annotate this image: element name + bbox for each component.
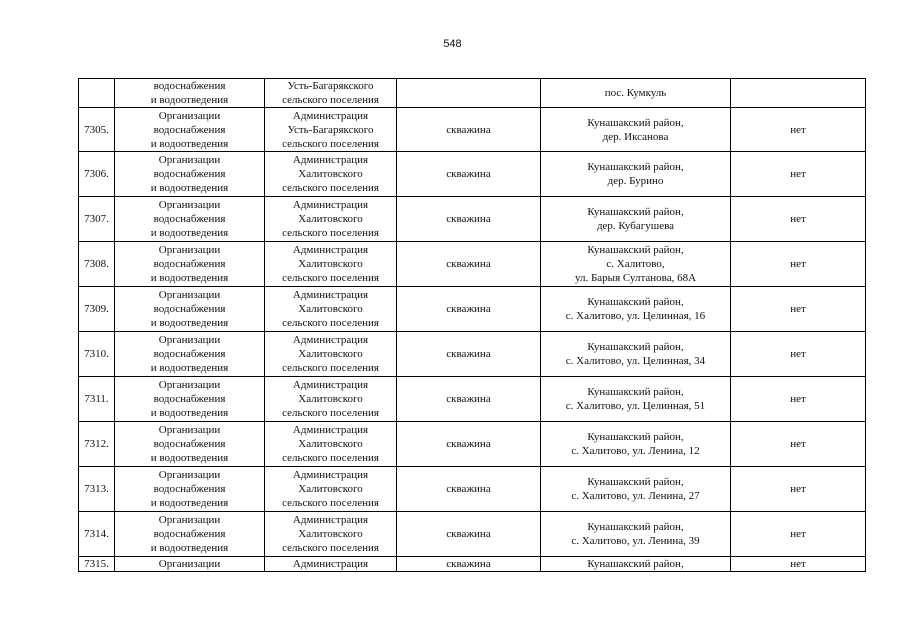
cell-line: Организации <box>158 424 221 436</box>
cell-line: Администрация <box>292 424 369 436</box>
cell-line: с. Халитово, ул. Целинная, 16 <box>565 310 706 322</box>
cell-text: скважина <box>446 348 491 360</box>
organization-cell <box>115 152 265 197</box>
organization-cell <box>115 422 265 467</box>
object-type-cell <box>397 108 541 152</box>
cell-text: скважина <box>446 168 491 180</box>
cell-line: сельского поселения <box>282 272 379 284</box>
status-cell <box>731 377 866 422</box>
cell-line: Администрация <box>292 244 369 256</box>
organization-cell <box>115 197 265 242</box>
cell-line: ул. Барыя Султанова, 68А <box>574 272 697 284</box>
organization-cell <box>115 287 265 332</box>
owner-cell <box>265 152 397 197</box>
cell-line: Кунашакский район, <box>587 386 684 398</box>
cell-line: водоснабжения <box>153 303 226 315</box>
cell-line: Администрация <box>292 154 369 166</box>
owner-cell <box>265 332 397 377</box>
address-cell <box>541 512 731 557</box>
owner-cell <box>265 377 397 422</box>
cell-text: скважина <box>446 483 491 495</box>
object-type-cell <box>397 242 541 287</box>
cell-line: водоснабжения <box>153 438 226 450</box>
cell-line: Администрация <box>292 558 369 570</box>
object-type-cell <box>397 467 541 512</box>
cell-line: и водоотведения <box>150 317 229 329</box>
cell-line: водоснабжения <box>153 348 226 360</box>
cell-text: 7313. <box>84 483 109 495</box>
cell-line: с. Халитово, ул. Целинная, 34 <box>565 355 706 367</box>
status-cell <box>731 557 866 572</box>
cell-text: скважина <box>446 303 491 315</box>
owner-cell <box>265 512 397 557</box>
address-cell <box>541 332 731 377</box>
row-number-cell <box>79 152 115 197</box>
cell-text: скважина <box>446 438 491 450</box>
cell-line: Кунашакский район, <box>587 341 684 353</box>
status-cell <box>731 287 866 332</box>
object-type-cell <box>397 152 541 197</box>
address-cell <box>541 108 731 152</box>
cell-text: 7311. <box>84 393 109 405</box>
address-cell <box>541 287 731 332</box>
organization-cell <box>115 512 265 557</box>
cell-line: Кунашакский район, <box>587 431 684 443</box>
cell-line: водоснабжения <box>153 123 226 136</box>
cell-line: Халитовского <box>298 438 363 450</box>
cell-line: Организации <box>158 558 221 570</box>
cell-line: с. Халитово, ул. Ленина, 27 <box>571 490 700 502</box>
cell-line: Администрация <box>292 379 369 391</box>
status-cell <box>731 512 866 557</box>
cell-line: водоснабжения <box>153 483 226 495</box>
cell-line: и водоотведения <box>150 407 229 419</box>
status-cell <box>731 242 866 287</box>
cell-line: сельского поселения <box>282 362 379 374</box>
cell-line: водоснабжения <box>153 168 226 180</box>
address-cell <box>541 242 731 287</box>
cell-line: Кунашакский район, <box>587 206 684 218</box>
owner-cell <box>265 422 397 467</box>
cell-line: Администрация <box>292 109 369 122</box>
address-cell <box>541 422 731 467</box>
cell-text: 7307. <box>84 213 109 225</box>
cell-line: Халитовского <box>298 258 363 270</box>
table-row <box>79 377 866 422</box>
status-cell <box>731 108 866 152</box>
status-cell <box>731 422 866 467</box>
table-row <box>79 287 866 332</box>
cell-line: Организации <box>158 289 221 301</box>
table-row <box>79 467 866 512</box>
cell-line: Администрация <box>292 469 369 481</box>
table-row <box>79 557 866 572</box>
cell-line: Администрация <box>292 199 369 211</box>
cell-text: нет <box>790 558 806 570</box>
cell-line: с. Халитово, ул. Ленина, 39 <box>571 535 700 547</box>
status-cell <box>731 332 866 377</box>
owner-cell <box>265 197 397 242</box>
cell-line: Халитовского <box>298 168 363 180</box>
object-type-cell <box>397 79 541 108</box>
cell-line: с. Халитово, ул. Ленина, 12 <box>571 445 700 457</box>
cell-line: Организации <box>158 109 221 122</box>
registry-table <box>78 78 866 572</box>
cell-line: сельского поселения <box>282 227 379 239</box>
cell-line: Усть-Багарякского <box>287 80 374 92</box>
cell-text: нет <box>790 258 806 270</box>
cell-line: Организации <box>158 514 221 526</box>
cell-line: Халитовского <box>298 393 363 405</box>
table-row <box>79 152 866 197</box>
cell-line: Организации <box>158 199 221 211</box>
organization-cell <box>115 242 265 287</box>
cell-line: с. Халитово, ул. Целинная, 51 <box>565 400 706 412</box>
object-type-cell <box>397 377 541 422</box>
object-type-cell <box>397 287 541 332</box>
organization-cell <box>115 377 265 422</box>
cell-line: и водоотведения <box>150 137 229 150</box>
cell-line: сельского поселения <box>282 542 379 554</box>
address-cell <box>541 197 731 242</box>
owner-cell <box>265 108 397 152</box>
cell-line: дер. Кубагушева <box>596 220 675 232</box>
cell-line: и водоотведения <box>150 94 229 106</box>
cell-line: Халитовского <box>298 213 363 225</box>
cell-text: нет <box>790 483 806 495</box>
row-number-cell <box>79 242 115 287</box>
cell-text: нет <box>790 528 806 540</box>
cell-text: скважина <box>446 258 491 270</box>
cell-line: Организации <box>158 244 221 256</box>
row-number-cell <box>79 108 115 152</box>
cell-text: нет <box>790 348 806 360</box>
cell-line: дер. Иксанова <box>602 130 669 143</box>
cell-text: нет <box>790 393 806 405</box>
table-row <box>79 108 866 152</box>
cell-text: нет <box>790 213 806 225</box>
table-row <box>79 79 866 108</box>
table-row <box>79 332 866 377</box>
cell-line: водоснабжения <box>153 393 226 405</box>
cell-text: 7305. <box>84 123 109 136</box>
cell-text: скважина <box>446 123 491 136</box>
cell-line: сельского поселения <box>282 182 379 194</box>
table-row <box>79 512 866 557</box>
cell-line: с. Халитово, <box>606 258 665 270</box>
cell-line: Халитовского <box>298 483 363 495</box>
address-cell <box>541 467 731 512</box>
cell-line: Кунашакский район, <box>587 521 684 533</box>
organization-cell <box>115 79 265 108</box>
cell-line: Организации <box>158 334 221 346</box>
cell-text: скважина <box>446 558 491 570</box>
cell-text: нет <box>790 438 806 450</box>
cell-line: и водоотведения <box>150 362 229 374</box>
cell-line: Администрация <box>292 334 369 346</box>
cell-line: пос. Кумкуль <box>604 87 667 99</box>
object-type-cell <box>397 197 541 242</box>
cell-line: Кунашакский район, <box>587 558 684 570</box>
cell-line: Кунашакский район, <box>587 116 684 129</box>
cell-text: 7310. <box>84 348 109 360</box>
table-row <box>79 197 866 242</box>
cell-line: и водоотведения <box>150 452 229 464</box>
address-cell <box>541 557 731 572</box>
status-cell <box>731 197 866 242</box>
owner-cell <box>265 242 397 287</box>
cell-text: 7309. <box>84 303 109 315</box>
row-number-cell <box>79 512 115 557</box>
cell-text: скважина <box>446 528 491 540</box>
organization-cell <box>115 557 265 572</box>
cell-line: Организации <box>158 154 221 166</box>
row-number-cell <box>79 467 115 512</box>
cell-line: водоснабжения <box>153 213 226 225</box>
cell-text: нет <box>790 168 806 180</box>
owner-cell <box>265 557 397 572</box>
cell-line: Халитовского <box>298 303 363 315</box>
table-row <box>79 242 866 287</box>
cell-line: сельского поселения <box>282 317 379 329</box>
cell-line: сельского поселения <box>282 407 379 419</box>
cell-text: скважина <box>446 393 491 405</box>
row-number-cell <box>79 287 115 332</box>
cell-line: и водоотведения <box>150 497 229 509</box>
object-type-cell <box>397 332 541 377</box>
page-number: 548 <box>443 38 462 50</box>
cell-line: и водоотведения <box>150 227 229 239</box>
organization-cell <box>115 467 265 512</box>
cell-text: 7306. <box>84 168 109 180</box>
cell-text: скважина <box>446 213 491 225</box>
object-type-cell <box>397 557 541 572</box>
cell-line: дер. Бурино <box>607 175 664 187</box>
organization-cell <box>115 108 265 152</box>
cell-line: и водоотведения <box>150 182 229 194</box>
cell-line: Организации <box>158 379 221 391</box>
cell-text: 7308. <box>84 258 109 270</box>
cell-text: нет <box>790 303 806 315</box>
status-cell <box>731 467 866 512</box>
address-cell <box>541 152 731 197</box>
cell-line: и водоотведения <box>150 272 229 284</box>
status-cell <box>731 152 866 197</box>
cell-line: водоснабжения <box>153 80 226 92</box>
cell-line: Кунашакский район, <box>587 244 684 256</box>
cell-line: Кунашакский район, <box>587 161 684 173</box>
cell-text: 7314. <box>84 528 109 540</box>
cell-line: сельского поселения <box>282 497 379 509</box>
cell-line: сельского поселения <box>282 137 379 150</box>
address-cell <box>541 377 731 422</box>
owner-cell <box>265 467 397 512</box>
owner-cell <box>265 287 397 332</box>
row-number-cell <box>79 332 115 377</box>
cell-line: Кунашакский район, <box>587 476 684 488</box>
row-number-cell <box>79 377 115 422</box>
organization-cell <box>115 332 265 377</box>
cell-line: сельского поселения <box>282 452 379 464</box>
cell-text: 7312. <box>84 438 109 450</box>
object-type-cell <box>397 422 541 467</box>
registry-table-body <box>79 79 866 572</box>
cell-text: нет <box>790 123 806 136</box>
row-number-cell <box>79 79 115 108</box>
status-cell <box>731 79 866 108</box>
cell-line: Организации <box>158 469 221 481</box>
cell-line: Усть-Багарякского <box>287 123 374 136</box>
cell-line: Халитовского <box>298 528 363 540</box>
row-number-cell <box>79 197 115 242</box>
cell-line: Халитовского <box>298 348 363 360</box>
cell-line: Кунашакский район, <box>587 296 684 308</box>
cell-line: водоснабжения <box>153 528 226 540</box>
address-cell <box>541 79 731 108</box>
cell-text: 7315. <box>84 558 109 570</box>
cell-line: Администрация <box>292 289 369 301</box>
row-number-cell <box>79 422 115 467</box>
cell-line: и водоотведения <box>150 542 229 554</box>
object-type-cell <box>397 512 541 557</box>
table-row <box>79 422 866 467</box>
cell-line: водоснабжения <box>153 258 226 270</box>
cell-line: Администрация <box>292 514 369 526</box>
cell-line: сельского поселения <box>282 94 379 106</box>
owner-cell <box>265 79 397 108</box>
row-number-cell <box>79 557 115 572</box>
